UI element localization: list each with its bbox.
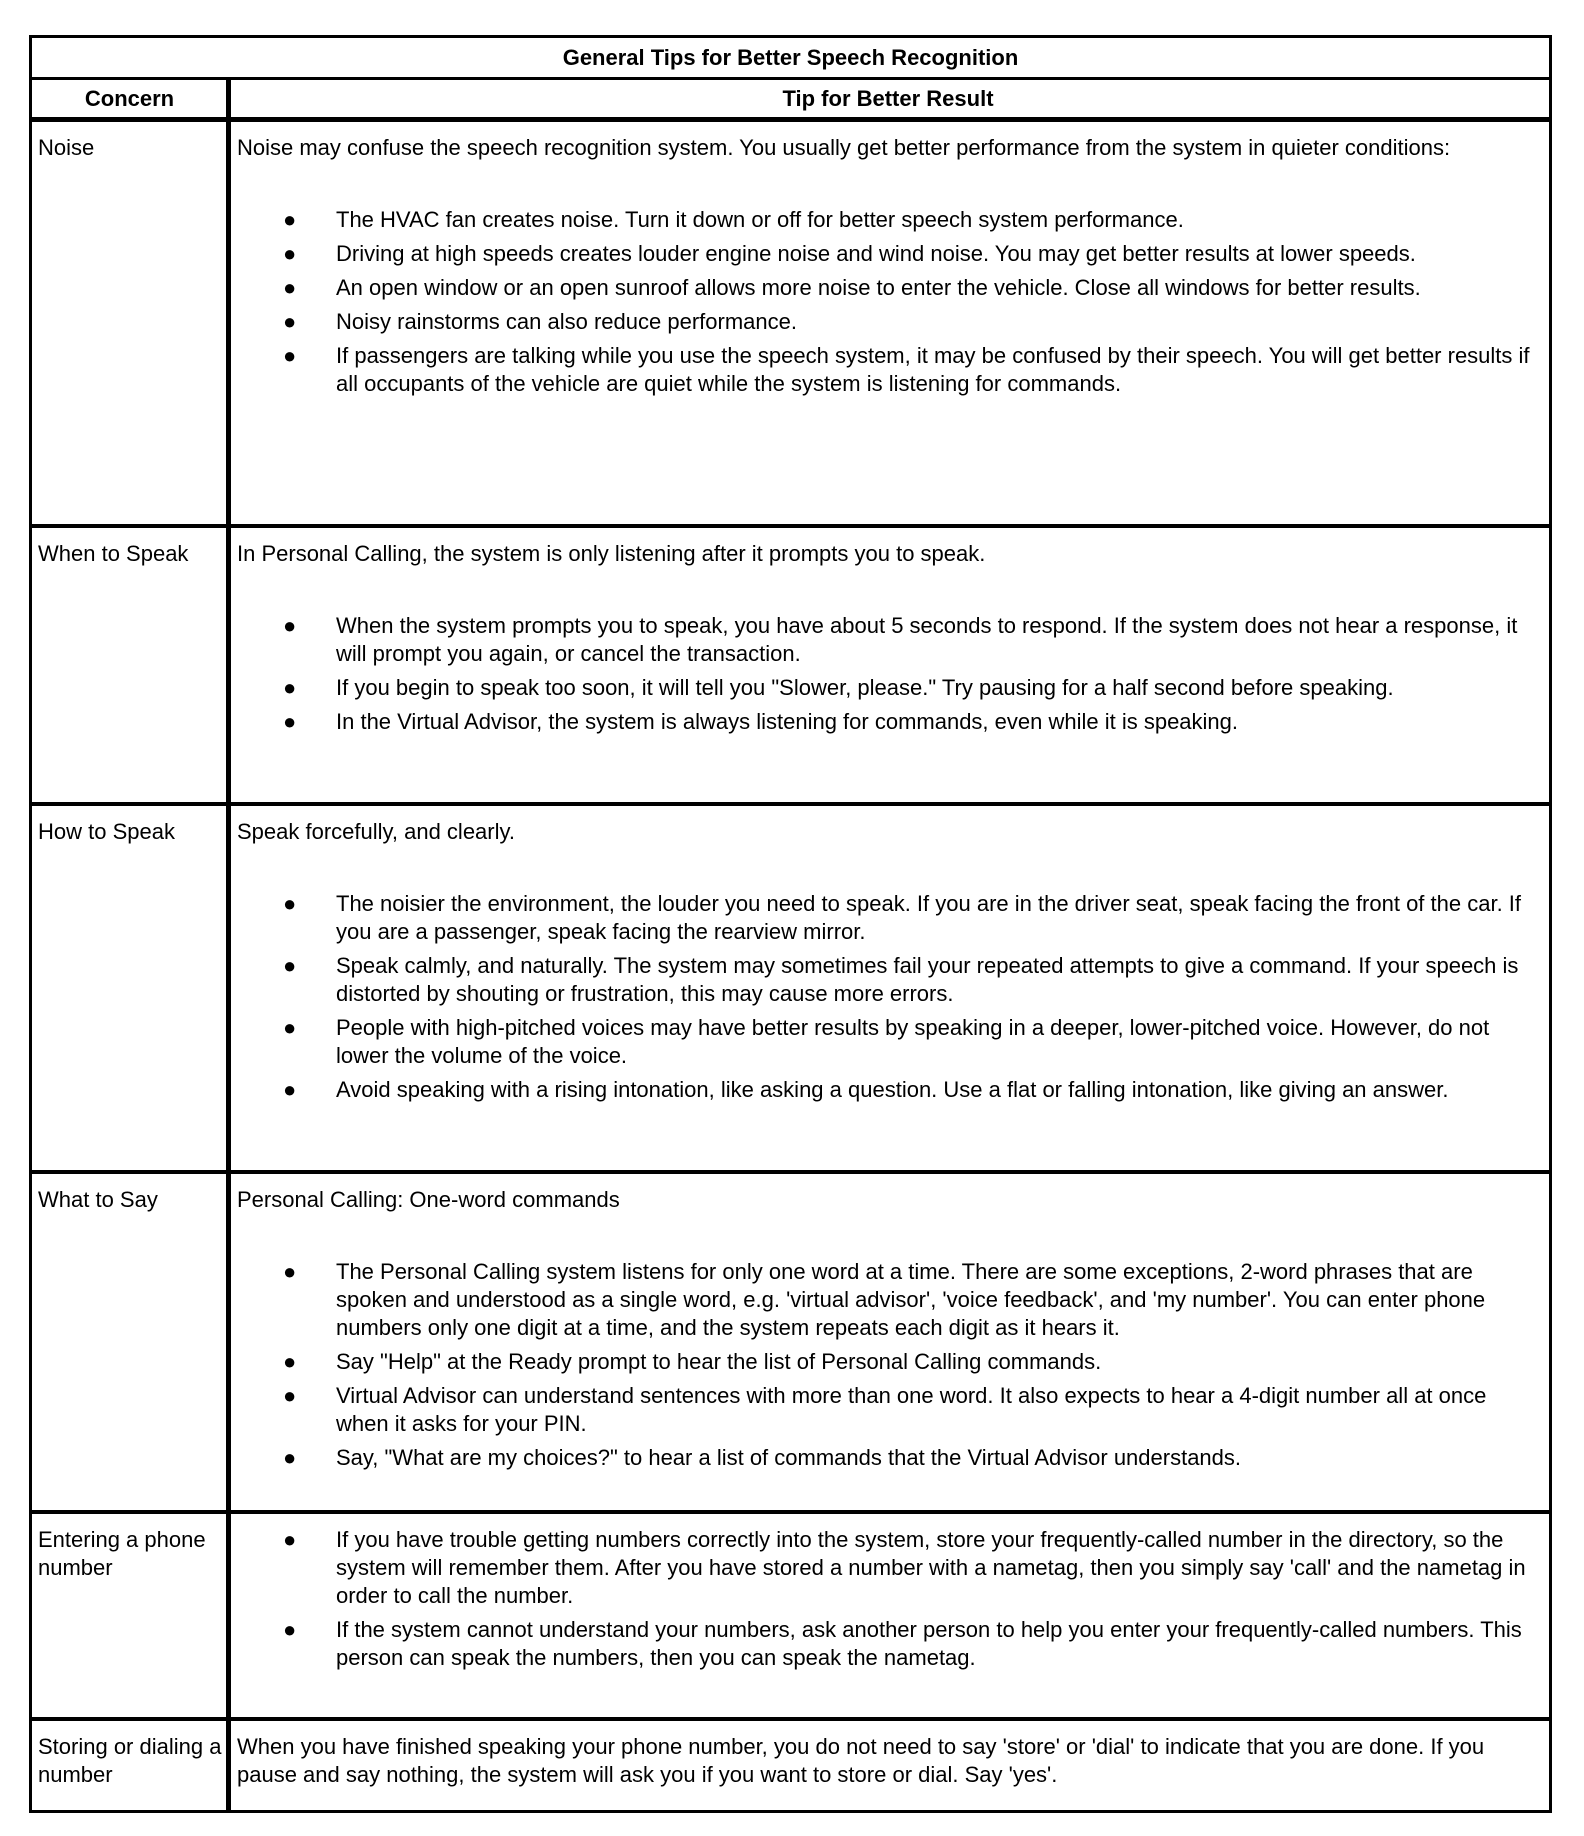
tip-bullet-text: Speak calmly, and naturally. The system may sometimes fail your repeated attempts to give a command. If your speech is distorted by shouting or frustration, this may cause more errors. — [336, 953, 1519, 1006]
tip-bullet-list — [237, 1526, 1541, 1672]
bullet-icon: ● — [283, 1445, 297, 1470]
tip-cell — [237, 1186, 1541, 1478]
bullet-icon: ● — [283, 1617, 297, 1642]
bullet-icon: ● — [283, 241, 297, 266]
bullet-icon: ● — [283, 1527, 297, 1552]
tip-intro: When you have finished speaking your phone number, you do not need to say 'store' or 'dial' to indicate that you are done. If you pause and say nothing, the system will ask you if you want to store or dial. Say 'yes'. — [237, 1734, 1485, 1787]
tip-bullet-list — [237, 1258, 1541, 1472]
table-header-row — [32, 80, 1549, 122]
bullet-icon: ● — [283, 343, 297, 368]
tip-bullet-list — [237, 206, 1541, 398]
table-row-what-to-say — [32, 1174, 1549, 1514]
tip-intro: Speak forcefully, and clearly. — [237, 819, 515, 844]
tip-bullet — [237, 1616, 1541, 1672]
tip-bullet — [237, 952, 1541, 1008]
table-title: General Tips for Better Speech Recognition — [32, 38, 1549, 80]
tip-bullet-text: The noisier the environment, the louder you need to speak. If you are in the driver seat, speak facing the front of the car. If you are a passenger, speak facing the rearview mirror. — [336, 891, 1522, 944]
tip-bullet — [237, 1348, 1541, 1376]
tip-bullet — [237, 1014, 1541, 1070]
table-row-when-to-speak — [32, 528, 1549, 806]
tip-bullet-list — [237, 890, 1541, 1104]
tip-bullet-text: If passengers are talking while you use the speech system, it may be confused by their speech. You will get better results if all occupants of the vehicle are quiet while the system is listening for commands. — [336, 343, 1530, 396]
tip-bullet-text: The Personal Calling system listens for only one word at a time. There are some exceptions, 2-word phrases that are spoken and understood as a single word, e.g. 'virtual advisor', 'voice feedback', and 'my number'. You can enter phone numbers only one digit at a time, and the system repeats each digit as it hears it. — [336, 1259, 1486, 1340]
concern-cell: Entering a phone number — [38, 1527, 206, 1580]
table-row-how-to-speak — [32, 806, 1549, 1174]
tip-cell — [237, 134, 1541, 404]
tip-bullet — [237, 1444, 1541, 1472]
tip-bullet-text: If the system cannot understand your numbers, ask another person to help you enter your frequently-called numbers. This person can speak the numbers, then you can speak the nametag. — [336, 1617, 1522, 1670]
tip-intro: In Personal Calling, the system is only listening after it prompts you to speak. — [237, 541, 986, 566]
bullet-icon: ● — [283, 1349, 297, 1374]
bullet-icon: ● — [283, 1077, 297, 1102]
tip-bullet — [237, 274, 1541, 302]
bullet-icon: ● — [283, 1259, 297, 1284]
header-tip: Tip for Better Result — [782, 86, 994, 111]
tip-intro: Noise may confuse the speech recognition system. You usually get better performance from the system in quieter conditions: — [237, 135, 1451, 160]
bullet-icon: ● — [283, 1015, 297, 1040]
tip-cell — [237, 818, 1541, 1110]
tip-bullet-text: An open window or an open sunroof allows more noise to enter the vehicle. Close all windows for better results. — [336, 275, 1421, 300]
tip-bullet — [237, 708, 1541, 736]
tip-bullet-text: In the Virtual Advisor, the system is always listening for commands, even while it is speaking. — [336, 709, 1239, 734]
tip-bullet-text: Say, "What are my choices?" to hear a list of commands that the Virtual Advisor understands. — [336, 1445, 1242, 1470]
tip-bullet — [237, 342, 1541, 398]
tip-bullet — [237, 1258, 1541, 1342]
bullet-icon: ● — [283, 1383, 297, 1408]
table-row-noise — [32, 122, 1549, 528]
bullet-icon: ● — [283, 613, 297, 638]
tip-cell — [237, 1733, 1541, 1789]
concern-cell: When to Speak — [38, 541, 189, 566]
tip-cell — [237, 540, 1541, 742]
tip-bullet — [237, 890, 1541, 946]
tip-bullet-text: Say "Help" at the Ready prompt to hear the list of Personal Calling commands. — [336, 1349, 1102, 1374]
table-row-entering-phone-number — [32, 1514, 1549, 1721]
bullet-icon: ● — [283, 309, 297, 334]
bullet-icon: ● — [283, 207, 297, 232]
tip-bullet-text: Noisy rainstorms can also reduce performance. — [336, 309, 797, 334]
bullet-icon: ● — [283, 675, 297, 700]
bullet-icon: ● — [283, 891, 297, 916]
tip-bullet-list — [237, 612, 1541, 736]
header-concern: Concern — [84, 86, 175, 111]
tip-bullet-text: Avoid speaking with a rising intonation, like asking a question. Use a flat or falling intonation, like giving an answer. — [336, 1077, 1449, 1102]
concern-cell: How to Speak — [38, 819, 175, 844]
tip-bullet-text: Virtual Advisor can understand sentences with more than one word. It also expects to hear a 4-digit number all at once when it asks for your PIN. — [336, 1383, 1487, 1436]
tip-bullet — [237, 308, 1541, 336]
concern-cell: Storing or dialing a number — [38, 1734, 222, 1787]
tip-cell — [237, 1526, 1541, 1678]
bullet-icon: ● — [283, 275, 297, 300]
concern-cell: Noise — [38, 135, 95, 160]
tip-bullet — [237, 674, 1541, 702]
tip-bullet-text: If you begin to speak too soon, it will tell you "Slower, please." Try pausing for a half second before speaking. — [336, 675, 1394, 700]
tip-bullet — [237, 1526, 1541, 1610]
speech-tips-table — [29, 35, 1552, 1813]
tip-bullet — [237, 1382, 1541, 1438]
concern-cell: What to Say — [38, 1187, 158, 1212]
tip-intro: Personal Calling: One-word commands — [237, 1187, 620, 1212]
tip-bullet-text: The HVAC fan creates noise. Turn it down or off for better speech system performance. — [336, 207, 1184, 232]
tip-bullet — [237, 240, 1541, 268]
tip-bullet-text: Driving at high speeds creates louder engine noise and wind noise. You may get better results at lower speeds. — [336, 241, 1416, 266]
bullet-icon: ● — [283, 953, 297, 978]
tip-bullet-text: People with high-pitched voices may have better results by speaking in a deeper, lower-pitched voice. However, do not lower the volume of the voice. — [336, 1015, 1490, 1068]
tip-bullet — [237, 1076, 1541, 1104]
bullet-icon: ● — [283, 709, 297, 734]
tip-bullet — [237, 206, 1541, 234]
tip-bullet — [237, 612, 1541, 668]
tip-bullet-text: If you have trouble getting numbers correctly into the system, store your frequently-called number in the directory, so the system will remember them. After you have stored a number with a nametag, then you simply say 'call' and the nametag in order to call the number. — [336, 1527, 1526, 1608]
table-row-storing-dialing — [32, 1721, 1549, 1810]
tip-bullet-text: When the system prompts you to speak, you have about 5 seconds to respond. If the system does not hear a response, it will prompt you again, or cancel the transaction. — [336, 613, 1518, 666]
